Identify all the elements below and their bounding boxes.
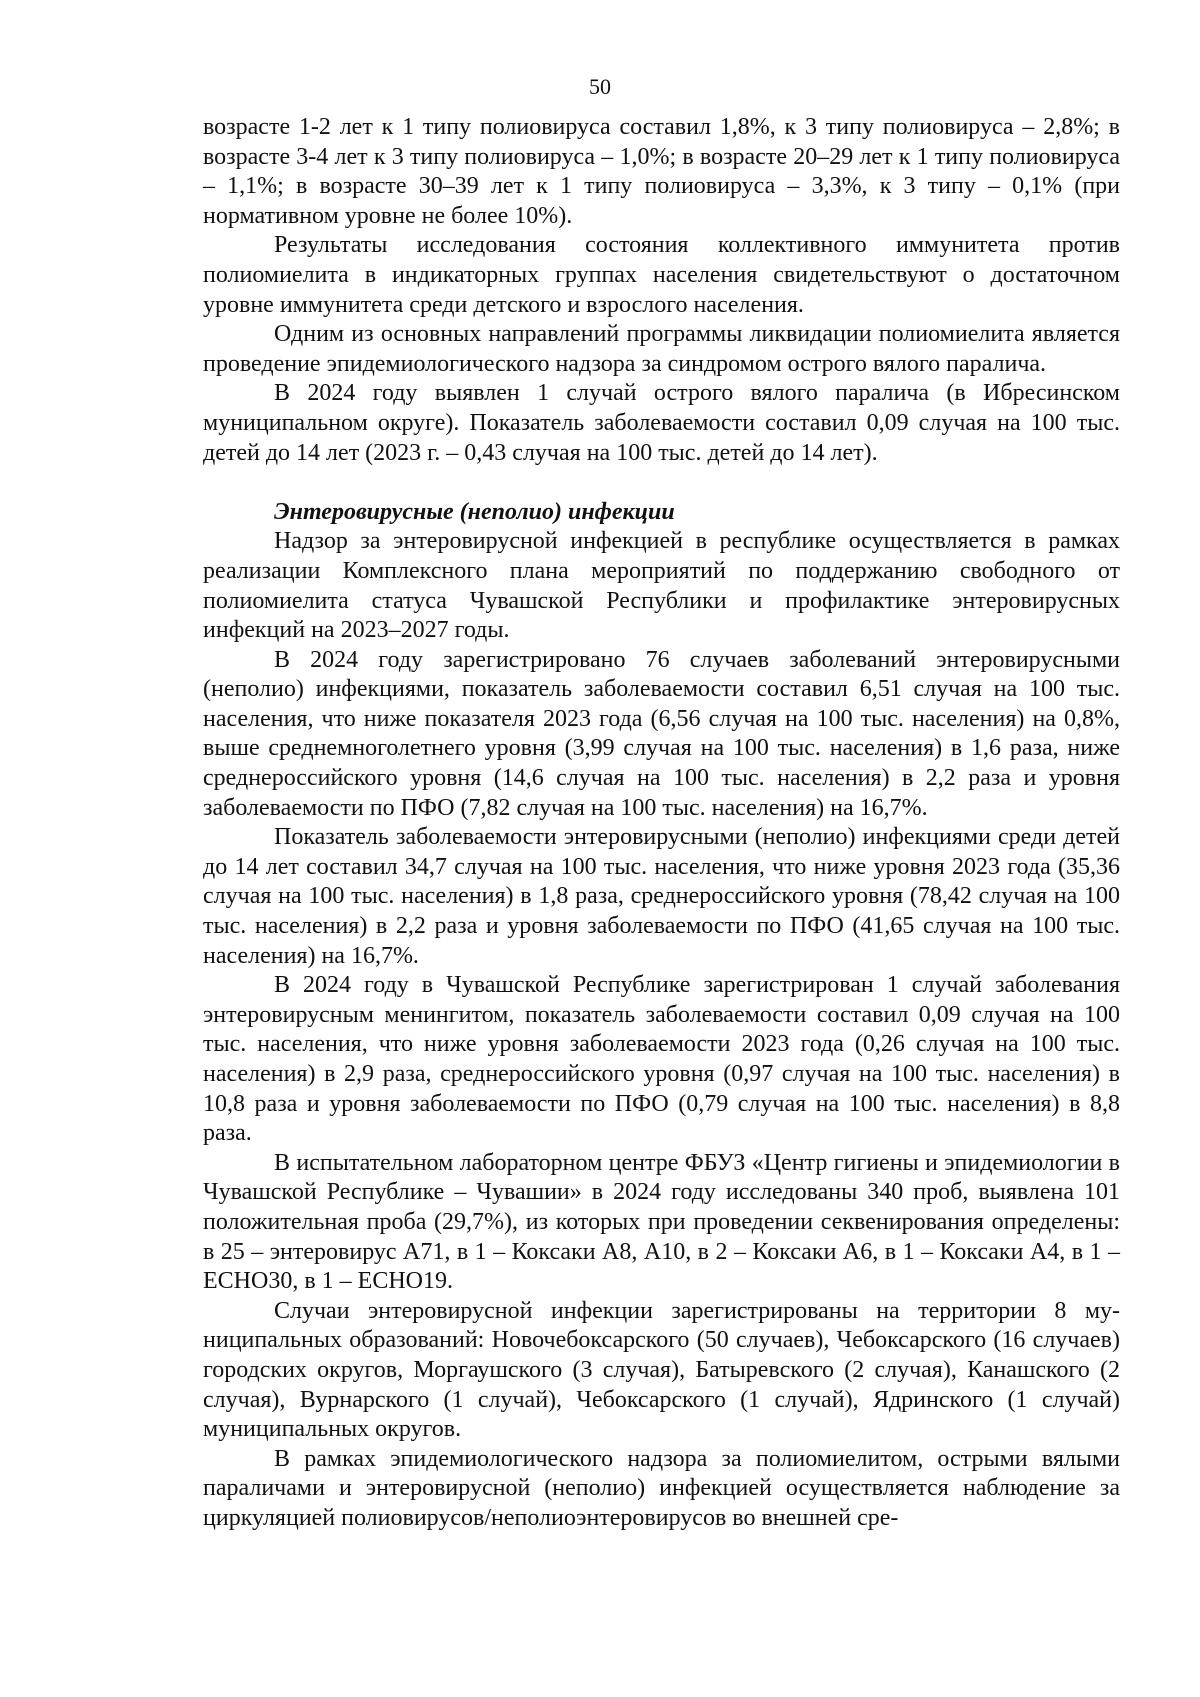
paragraph-municipalities: Случаи энтеровирусной инфекции зарегистрированы на территории 8 муниципальных образований: Новочебоксарского (50 случаев), Чебоксарского (16 случаев) городских округов, Моргаушского (3 случая), Батыревского (2 случая), Канашского (2 случая), Вурнарского (1 случай), Чебоксарского (1 случай), Ядринского (1 случай) муниципальных округов.: [203, 1297, 1120, 1443]
page-content: [203, 113, 1120, 1534]
paragraph-polio-program: Одним из основных направлений программы ликвидации полиомиелита является проведение эпидемиологического надзора за синдромом острого вялого паралича.: [203, 321, 1120, 377]
section-heading-enterovirus: Энтеровирусные (неполио) инфекции: [274, 498, 675, 525]
paragraph-afp-case: В 2024 году выявлен 1 случай острого вялого паралича (в Ибресинском муниципальном округе). Показатель заболеваемости составил 0,09 случая на 100 тыс. детей до 14 лет (2023 г. – 0,43 случая на 100 тыс. детей до 14 лет).: [203, 380, 1120, 466]
page-number: 50: [589, 74, 611, 99]
paragraph-collective-immunity: Результаты исследования состояния коллективного иммунитета против полиомиелита в индикаторных группах населения свидетельствуют о достаточном уровне иммунитета среди детского и взрослого населения.: [203, 232, 1120, 318]
paragraph-age-immunity-stats: возрасте 1-2 лет к 1 типу полиовируса составил 1,8%, к 3 типу полиовируса – 2,8%; в возрасте 3-4 лет к 3 типу полиовируса – 1,0%; в возрасте 20–29 лет к 1 типу полиовируса – 1,1%; в возрасте 30–39 лет к 1 типу полиовируса – 3,3%, к 3 типу – 0,1% (при нормативном уровне не более 10%).: [203, 114, 1120, 229]
paragraph-incidence-2024: В 2024 году зарегистрировано 76 случаев заболеваний энтеровирусными (неполио) инфекциями, показатель заболеваемости составил 6,51 случая на 100 тыс. населения, что ниже показателя 2023 года (6,56 случая на 100 тыс. населения) на 0,8%, выше среднемноголетнего уровня (3,99 случая на 100 тыс. населения) в 1,6 раза, ниже среднероссийского уровня (14,6 случая на 100 тыс. населения) в 2,2 раза и уровня заболеваемости по ПФО (7,82 случая на 100 тыс. населения) на 16,7%.: [203, 646, 1120, 821]
paragraph-environment-monitoring: В рамках эпидемиологического надзора за полиомиелитом, острыми вялыми параличами и энтеровирусной (неполио) инфекцией осуществляется наблюдение за циркуляцией полиовирусов/неполиоэнтеровирусов во внешней сре-: [203, 1445, 1120, 1531]
paragraph-children-incidence: Показатель заболеваемости энтеровирусными (неполио) инфекциями среди детей до 14 лет составил 34,7 случая на 100 тыс. населения, что ниже уровня 2023 года (35,36 случая на 100 тыс. населения) в 1,8 раза, среднероссийского уровня (78,42 случая на 100 тыс. населения) в 2,2 раза и уровня заболеваемости по ПФО (41,65 случая на 100 тыс. населения) на 16,7%.: [203, 824, 1120, 969]
paragraph-meningitis: В 2024 году в Чувашской Республике зарегистрирован 1 случай заболевания энтеровирусным менингитом, показатель заболеваемости составил 0,09 случая на 100 тыс. населения, что ниже уровня заболеваемости 2023 года (0,26 случая на 100 тыс. населения) в 2,9 раза, среднероссийского уровня (0,97 случая на 100 тыс. населения) в 10,8 раза и уровня заболеваемости по ПФО (0,79 случая на 100 тыс. населения) в 8,8 раза.: [203, 972, 1120, 1147]
paragraph-lab-testing: В испытательном лабораторном центре ФБУЗ «Центр гигиены и эпидемиологии в Чувашской Республике – Чувашии» в 2024 году исследованы 340 проб, выявлена 101 положительная проба (29,7%), из которых при проведении секвенирования определены: в 25 – энтеровирус А71, в 1 – Коксаки А8, А10, в 2 – Коксаки А6, в 1 – Коксаки А4, в 1 – ECHO30, в 1 – ECHO19.: [203, 1149, 1120, 1295]
paragraph-surveillance-plan: Надзор за энтеровирусной инфекцией в республике осуществляется в рамках реализации Комплексного плана мероприятий по поддержанию свободного от полиомиелита статуса Чувашской Республики и профилактике энтеровирусных инфекций на 2023–2027 годы.: [203, 528, 1120, 644]
